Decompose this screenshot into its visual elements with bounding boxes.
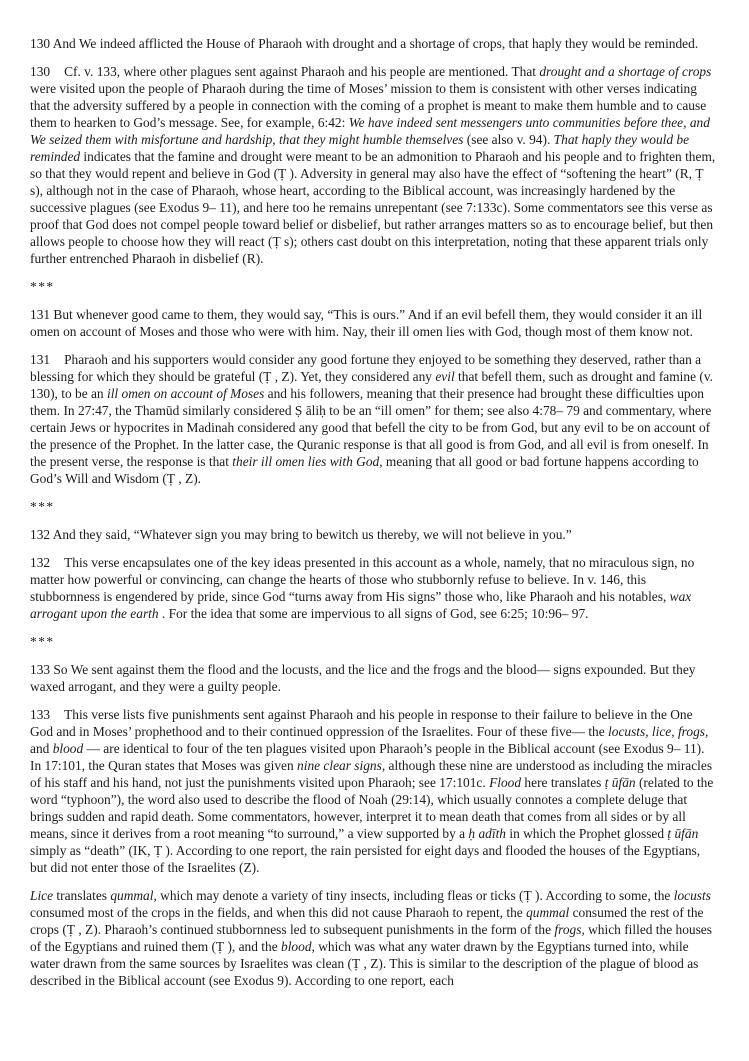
- italic-text-run: wax arrogant upon the earth: [30, 589, 692, 621]
- text-run: 131 But whenever good came to them, they would say, “This is ours.” And if an evil befell them, they would consider it an ill omen on account of Moses and those who were with him. Nay, their ill omen lies with God, though most of them know not.: [30, 307, 703, 339]
- text-run: consumed most of the crops in the fields, and when this did not cause Pharaoh to repent, the: [30, 905, 527, 920]
- text-run: This verse encapsulates one of the key ideas presented in this account as a whole, namely, that no miraculous sign, no matter how powerful or convincing, can change the hearts of those who stubbornly refuse to believe. In v. 146, this stubbornness is engendered by pride, since God “turns away from His signs” those who, like Pharaoh and his notables,: [30, 555, 695, 604]
- section-separator: [30, 498, 716, 515]
- text-run: here translates: [521, 775, 605, 790]
- italic-text-run: locusts: [673, 888, 711, 903]
- italic-text-run: ḥ adīth: [468, 826, 506, 841]
- text-run: were visited upon the people of Pharaoh during the time of Moses’ mission to them is consistent with other verses indicating that the adversity suffered by a people in connection with the coming of a prophet is meant to make them humble and to cause them to hearken to God’s message. See, for example, 6:42:: [30, 81, 707, 130]
- commentary-verse-number: 132: [30, 555, 51, 570]
- text-run: which was what any water drawn by the Egyptians turned into, while water drawn from the same sources by Israelites was clean (Ṭ , Z). This is similar to the description of the plague of blood as described in the Biblical account (see Exodus 9). According to one report, each: [30, 939, 699, 988]
- text-run: meaning that all good or bad fortune happens according to God’s Will and Wisdom (Ṭ , Z).: [30, 454, 699, 486]
- text-run: simply as “death” (IK, Ṭ ). According to one report, the rain persisted for eight days and flooded the houses of the Egyptians, but did not enter those of the Israelites (Z).: [30, 843, 701, 875]
- commentary-paragraph: [30, 63, 716, 267]
- text-run: ***: [30, 279, 55, 294]
- italic-text-run: ṭ ūfān: [604, 775, 636, 790]
- commentary-paragraph: [30, 887, 716, 989]
- text-run: 132 And they said, “Whatever sign you may bring to bewitch us thereby, we will not believe in you.”: [30, 527, 572, 542]
- section-separator: [30, 278, 716, 295]
- text-run: 133 So We sent against them the flood and the locusts, and the lice and the frogs and the blood— signs expounded. But they waxed arrogant, and they were a guilty people.: [30, 662, 696, 694]
- italic-text-run: blood: [52, 741, 84, 756]
- commentary-verse-number: 133: [30, 707, 51, 722]
- italic-text-run: locusts, lice, frogs,: [608, 724, 709, 739]
- text-run: consumed the rest of the crops (Ṭ , Z). Pharaoh’s continued stubbornness led to subsequent punishments in the form of the: [30, 905, 704, 937]
- italic-text-run: qummal: [526, 905, 570, 920]
- text-run: ***: [30, 634, 55, 649]
- italic-text-run: ṭ ūfān: [667, 826, 699, 841]
- italic-text-run: qummal,: [110, 888, 157, 903]
- commentary-paragraph: [30, 706, 716, 876]
- text-run: This verse lists five punishments sent against Pharaoh and his people in response to their failure to believe in the One God and in Moses’ prophethood and to their continued oppression of the Israelites. Four of these five— the: [30, 707, 693, 739]
- text-run: . For the idea that some are impervious to all signs of God, see 6:25; 10:96– 97.: [158, 606, 589, 621]
- commentary-verse-number: 131: [30, 352, 51, 367]
- italic-text-run: nine clear signs,: [297, 758, 386, 773]
- text-run: translates: [53, 888, 111, 903]
- text-run: and his followers, meaning that their presence had brought these difficulties upon them. In 27:47, the Thamūd similarly considered Ṣ āliḥ to be an “ill omen” for them; see also 4:78– 79 and commentary, where certain Jews or hypocrites in Madinah considered any good that befell the city to be from God, but any evil to be on account of the presence of the Prophet. In the latter case, the Quranic response is that all good is from God, and all evil is from oneself. In the present verse, the response is that: [30, 386, 712, 469]
- commentary-paragraph: [30, 554, 716, 622]
- text-run: Pharaoh and his supporters would consider any good fortune they enjoyed to be something they deserved, rather than a blessing for which they should be grateful (Ṭ , Z). Yet, they considered any: [30, 352, 702, 384]
- verse-paragraph: [30, 35, 716, 52]
- text-run: (related to the word “typhoon”), the word also used to describe the flood of Noah (29:14), which usually connotes a complete deluge that brings sudden and rapid death. Some commentators, however, interpret it to mean death that comes from all sides or by all means, since it derives from a root meaning “to surround,” a view supported by a: [30, 775, 714, 841]
- commentary-paragraph: [30, 351, 716, 487]
- italic-text-run: We have indeed sent messengers unto communities before thee, and We seized them with misfortune and hardship, that they might humble themselves: [30, 115, 710, 147]
- text-run: in which the Prophet glossed: [506, 826, 668, 841]
- text-run: which filled the houses of the Egyptians and ruined them (Ṭ ), and the: [30, 922, 712, 954]
- text-run: and: [30, 741, 53, 756]
- verse-paragraph: [30, 306, 716, 340]
- text-run: Cf. v. 133, where other plagues sent against Pharaoh and his people are mentioned. That: [64, 64, 540, 79]
- verse-paragraph: [30, 526, 716, 543]
- italic-text-run: their ill omen lies with God,: [232, 454, 383, 469]
- italic-text-run: ill omen on account of Moses: [106, 386, 265, 401]
- italic-text-run: Flood: [489, 775, 522, 790]
- text-run: (see also v. 94).: [463, 132, 554, 147]
- italic-text-run: evil: [435, 369, 455, 384]
- italic-text-run: Lice: [30, 888, 54, 903]
- text-run: although these nine are understood as including the miracles of his staff and his hand, not just the punishments visited upon Pharaoh; see 17:101c.: [30, 758, 713, 790]
- text-run: that befell them, such as drought and famine (v. 130), to be an: [30, 369, 713, 401]
- commentary-verse-number: 130: [30, 64, 51, 79]
- italic-text-run: frogs,: [554, 922, 585, 937]
- text-run: indicates that the famine and drought were meant to be an admonition to Pharaoh and his people and to frighten them, so that they would repent and believe in God (Ṭ ). Adversity in general may also have the effect of “softening the heart” (R, Ṭ s), although not in the case of Pharaoh, whose heart, according to the Biblical account, was increasingly hardened by the successive plagues (see Exodus 9– 11), and here too he remains unrepentant (see 7:133c). Some commentators see this verse as proof that God does not compel people toward belief or disbelief, but rather arranges matters so as to encourage belief, but then allows people to choose how they will react (Ṭ s); others cast doubt on this interpretation, noting that these apparent trials only further entrenched Pharaoh in disbelief (R).: [30, 149, 716, 266]
- section-separator: [30, 633, 716, 650]
- text-run: which may denote a variety of tiny insects, including fleas or ticks (Ṭ ). According to some, the: [156, 888, 674, 903]
- italic-text-run: That haply they would be reminded: [30, 132, 690, 164]
- italic-text-run: blood,: [281, 939, 315, 954]
- text-run: — are identical to four of the ten plagues visited upon Pharaoh’s people in the Biblical account (see Exodus 9– 11). In 17:101, the Quran states that Moses was given: [30, 741, 705, 773]
- text-run: 130 And We indeed afflicted the House of Pharaoh with drought and a shortage of crops, that haply they would be reminded.: [30, 36, 699, 51]
- italic-text-run: drought and a shortage of crops: [539, 64, 712, 79]
- verse-paragraph: [30, 661, 716, 695]
- text-run: ***: [30, 499, 55, 514]
